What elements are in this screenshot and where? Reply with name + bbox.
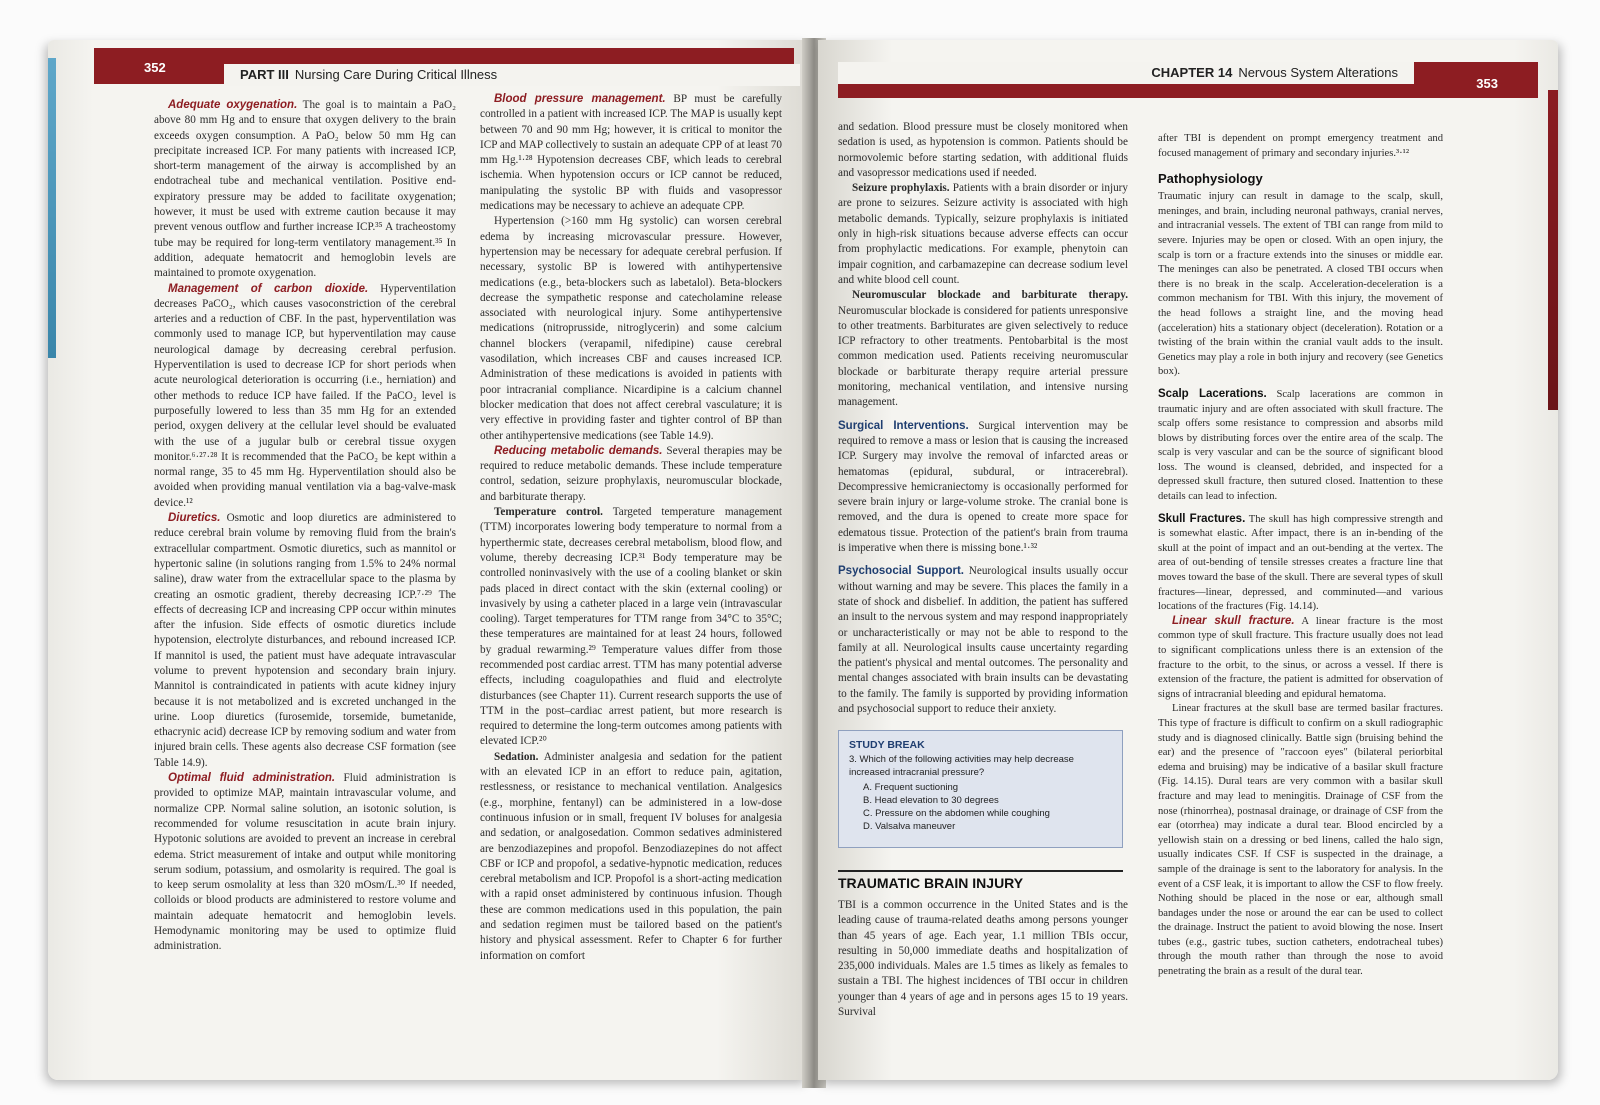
run-in-head: Temperature control. [494, 506, 603, 519]
study-break-option: B. Head elevation to 30 degrees [863, 795, 999, 806]
paragraph: A linear fracture is the most common type of skull fracture. This fracture usually does not lead to significant complications unless there is an extension of the fracture to the orbit, to the sinus, or across a vessel. If there is extension of the fracture, the patient is admitted for observation of signs of intracranial bleeding and epidural hematoma. [1158, 615, 1443, 700]
page-number: 353 [1476, 76, 1498, 91]
subhead: Reducing metabolic demands. [494, 444, 663, 457]
chapter-title-text: Nervous System Alterations [1238, 65, 1398, 80]
section-heading: Psychosocial Support. [838, 565, 964, 578]
paragraph: The skull has high compressive strength and is somewhat elastic. After impact, there is an in-bending of the skull at the point of impact and an out-bending at the vertex. The area of out-bending of tensile stresses creates a fracture line that moves toward the base of the skull. There are several types of skull fractures—linear, depressed, and comminuted—and various locations of the fractures (Fig. 14.14). [1158, 513, 1443, 613]
study-break-title: STUDY BREAK [849, 739, 925, 751]
right-running-header [838, 62, 1538, 98]
run-in-head: Neuromuscular blockade and barbiturate therapy. [852, 289, 1128, 302]
paragraph: The goal is to maintain a PaO₂ above 80 mm Hg and to ensure that oxygen delivery to the brain exceeds oxygen consumption. A PaO₂ below 50 mm Hg can precipitate increased ICP. For many patients with increased ICP, short-term management of the airway is accomplished by an endotracheal tube and mechanical ventilation. Positive end-expiratory pressure may be added to facilitate oxygenation; however, it must be used with extreme caution because it may prevent venous outflow and further increase ICP.³⁵ A tracheostomy tube may be required for long-term ventilatory management.³⁵ In addition, adequate hematocrit and hemoglobin levels are maintained to promote oxygenation. [154, 99, 456, 280]
run-in-head: Sedation. [494, 750, 539, 763]
paragraph: Linear fractures at the skull base are termed basilar fractures. This type of fracture is difficult to confirm on a skull radiographic study and is diagnosed clinically. Battle sign (bruising behind the ear) and the presence of "raccoon eyes" (bilateral periorbital edema and bruising) may be indicative of a basilar skull fracture (Fig. 14.15). Dural tears are very common with a basilar skull fracture and may lead to meningitis. Drainage of CSF from the nose (rhinorrhea), postnasal drainage, or drainage of CSF from the ear (otorrhea) may indicate a dural tear. Blood encircled by a yellowish stain on a dressing or bed linens, called the halo sign, usually indicates CSF. If CSF is suspected in the drainage, a sample of the drainage is sent to the laboratory for analysis. In the event of a CSF leak, it is important to allow the CSF to flow freely. Nothing should be placed in the nose or ear, although small bandages under the nose or around the ear can be used to collect the drainage. Instruct the patient to avoid blowing the nose. Insert tubes (e.g., gastric tubes, suction catheters, endotracheal tubes) through the mouth rather than through the nose to avoid penetrating the brain as a result of the dural tear. [1158, 703, 1443, 978]
part-label: PART III [240, 67, 289, 82]
study-break-option: A. Frequent suctioning [863, 782, 959, 793]
chapter-label: CHAPTER 14 [1151, 65, 1233, 80]
paragraph: Osmotic and loop diuretics are administered to reduce cerebral brain volume by removing fluid from the brain's extracellular compartment. Osmotic diuretics, such as mannitol or hypertonic saline (in solutions ranging from 1.5% to 24% normal saline), draw water from the extracellular space to the plasma by creating an osmotic gradient, thereby decreasing ICP.⁷·²⁹ The effects of decreasing ICP and increasing CPP occur within minutes after the infusion. Side effects of osmotic diuretics include hypotension, electrolyte disturbances, and rebound increased ICP. If mannitol is used, the patient must have adequate intravascular volume to prevent hypotension and secondary brain injury. Mannitol is contraindicated in patients with acute kidney injury because it is not metabolized and is excreted unchanged in the urine. Loop diuretics (furosemide, torsemide, bumetanide, ethacrynic acid) decrease ICP by removing sodium and water from injured brain cells. These agents also decrease CSF formation (see Table 14.9). [154, 512, 456, 769]
subhead: Linear skull fracture. [1172, 614, 1295, 627]
paragraph: Administer analgesia and sedation for the patient with an elevated ICP in an effort to reduce pain, agitation, restlessness, or resistance to mechanical ventilation. Analgesics (e.g., morphine, fentanyl) can be administered in a low-dose continuous infusion or in small, frequent IV boluses for analgesia and sedation, or analgosedation. Common sedatives administered are benzodiazepines and propofol. Benzodiazepines do not affect CBF or ICP and propofol, a sedative-hypnotic medication, reduces cerebral metabolism and ICP. Propofol is a short-acting medication with a rapid onset administered by continuous infusion. Though these are common medications used in this population, the pain and sedation regimen must be tailored based on the patient's history and physical assessment. Refer to Chapter 6 for further information on comfort [480, 750, 782, 962]
left-page [48, 40, 808, 1080]
study-break-option: C. Pressure on the abdomen while coughing [863, 808, 1050, 819]
left-column-1 [154, 98, 456, 955]
paragraph: Hypertension (>160 mm Hg systolic) can worsen cerebral edema by increasing microvascular pressure. However, hypertension may be necessary for adequate cerebral perfusion. If necessary, systolic BP is lowered with antihypertensive medications (e.g., beta-blockers such as labetalol). Beta-blockers decrease the sympathetic response and catecholamine release associated with neurological injury. Some antihypertensive medications (nitroprusside, nitroglycerin) and some calcium channel blockers (verapamil, nifedipine) cause cerebral vasodilation, which increases CBF and causes increased ICP. Administration of these medications is avoided in patients with poor intracranial compliance. Nicardipine is a calcium channel blocker medication that does not affect cerebral vasculature; it is very effective in providing faster and tighter control of BP than other antihypertensive medications (see Table 14.9). [480, 215, 782, 442]
subhead: Management of carbon dioxide. [168, 282, 369, 295]
study-break-option: D. Valsalva maneuver [863, 821, 956, 832]
paragraph: Neuromuscular blockade is considered for patients unresponsive to other treatments. Barbiturates are given selectively to reduce ICP refractory to other treatments. Pentobarbital is the most common medication used. Patients receiving neuromuscular blockade or barbiturate therapy require arterial pressure monitoring, mechanical ventilation, and intensive nursing management. [838, 304, 1128, 409]
subhead: Blood pressure management. [494, 93, 666, 105]
page-number: 352 [144, 60, 166, 75]
paragraph: Several therapies may be required to reduce metabolic demands. These include temperature control, sedation, seizure prophylaxis, neuromuscular blockade, and barbiturate therapy. [480, 444, 782, 503]
study-break-box [838, 730, 1123, 848]
part-title [224, 64, 800, 86]
paragraph: Traumatic injury can result in damage to the scalp, skull, meninges, and brain, including neuronal pathways, cranial nerves, and intracranial vessels. The extent of TBI can range from mild to severe. Injuries may be open or closed. With an open injury, the scalp is torn or a fracture extends into the sinuses or middle ear. The meninges can also be penetrated. A closed TBI occurs when there is no break in the scalp. Acceleration-deceleration is a common mechanism for TBI. With this injury, the movement of the head follows a straight line, and the moving head (acceleration) hits a stationary object (deceleration). Rotation or a twisting of the brain within the cranial vault adds to the insult. Genetics may play a role in both injury and recovery (see Genetics box). [1158, 191, 1443, 378]
right-column-2 [1158, 132, 1443, 980]
part-title-text: Nursing Care During Critical Illness [294, 67, 498, 82]
subhead: Scalp Lacerations. [1158, 387, 1267, 400]
subhead: Optimal fluid administration. [168, 772, 336, 785]
paragraph: Patients with a brain disorder or injury are prone to seizures. Seizure activity is associated with high metabolic demands. Typically, seizure prophylaxis is initiated only in high-risk situations because adverse effects can occur from prophylactic medications. For example, phenytoin can impair cognition, and carbamazepine can decrease sodium level and white blood cell count. [838, 182, 1128, 286]
paragraph: BP must be carefully controlled in a patient with increased ICP. The MAP is usually kept between 70 and 90 mm Hg; however, it is critical to monitor the ICP and MAP collectively to sustain an adequate CPP of at least 70 mm Hg.¹·²⁸ Hypotension decreases CBF, which leads to cerebral ischemia. When hypotension occurs or ICP cannot be reduced, manipulating the systolic BP with fluids and vasopressor medications may be necessary to achieve an adequate CPP. [480, 93, 782, 213]
right-page-edge-tabs [1548, 90, 1558, 410]
section-heading-pathophysiology: Pathophysiology [1158, 171, 1263, 187]
study-break-options [849, 781, 1112, 833]
right-column-1 [838, 120, 1128, 717]
paragraph: Surgical intervention may be required to remove a mass or lesion that is causing the increased ICP. Surgery may involve the removal of infarcted areas or hematomas (epidural, subdural, or intracerebral). Decompressive hemicraniectomy is occasionally performed for severe brain injury or large-volume stroke. The cranial bone is removed, and the dura is opened to create more space for edematous tissue. Protection of the patient's brain from trauma is imperative when there is missing bone.¹·³² [838, 419, 1128, 555]
paragraph: Targeted temperature management (TTM) incorporates lowering body temperature to normal from a hyperthermic state, decreases cerebral metabolism, blood flow, and volume, thereby decreasing ICP.³¹ Body temperature may be controlled noninvasively with the use of a cooling blanket or skin pads placed in direct contact with the skin (external cooling) or invasively by using a catheter placed in a large vein (intravascular cooling). Target temperatures for TTM range from 34°C to 35°C; these temperatures are maintained for at least 24 hours, followed by gradual rewarming.²⁹ Temperature values differ from those recommended post cardiac arrest. TTM has many potential adverse effects, including coagulopathies and fluid and electrolyte disturbances (see Chapter 11). Current research supports the use of TTM in the post–cardiac arrest patient, but more research is required to determine the long-term outcomes among patients with elevated ICP.²⁰ [480, 506, 782, 748]
open-book [48, 18, 1558, 1093]
paragraph: Fluid administration is provided to optimize MAP, maintain intravascular volume, and normalize CPP. Normal saline solution, an isotonic solution, is recommended for volume resuscitation in acute brain injury. Hypotonic solutions are avoided to prevent an increase in cerebral edema. Strict measurement of intake and output while monitoring serum sodium, potassium, and osmolarity is required. The goal is to keep serum osmolality at less than 320 mOsm/L.³⁰ If needed, colloids or blood products are administered to restore volume and maintain adequate hematocrit and hemoglobin levels. Hemodynamic monitoring may be used to optimize fluid administration. [154, 772, 457, 953]
paragraph: TBI is a common occurrence in the United States and is the leading cause of trauma-related deaths among persons younger than 45 years of age. Each year, 1.1 million TBIs occur, resulting in 50,000 immediate deaths and hospitalization of 235,000 individuals. Males are 1.5 times as likely as females to sustain a TBI. The highest incidences of TBI occur in children younger than 4 years of age and in persons ages 15 to 19 years. Survival [838, 899, 1128, 1019]
paragraph: Hyperventilation decreases PaCO₂, which causes vasoconstriction of the cerebral arteries and a reduction of CBF. In the past, hyperventilation was commonly used to manage ICP, but hyperventilation may cause neurological damage by decreasing cerebral perfusion. Hyperventilation is used to decrease ICP for short periods when acute neurological deterioration is occurring (i.e., herniation) and other methods to reduce ICP have failed. If the PaCO₂ level is purposefully lowered to less than 35 mm Hg for an extended period, oxygen delivery at the cellular level should be evaluated with the use of a jugular bulb or cerebral tissue oxygen monitor.⁶·²⁷·²⁸ It is recommended that the PaCO₂ be kept within a normal range, 35 to 45 mm Hg. Hyperventilation should also be avoided when providing manual ventilation via a bag-valve-mask device.¹² [154, 282, 456, 509]
tbi-intro [838, 898, 1128, 1020]
subhead: Skull Fractures. [1158, 512, 1246, 525]
left-running-header [94, 48, 794, 84]
section-heading: Surgical Interventions. [838, 419, 969, 432]
paragraph: Neurological insults usually occur without warning and may be severe. This places the family in a state of shock and disbelief. In addition, the patient has suffered an insult to the nervous system and may respond inappropriately or uncharacteristically or may not be able to respond to the family at all. Neurological insults cause uncertainty regarding the patient's physical and mental outcomes. The personality and mental changes associated with brain insults can be devastating to the family. The family is supported by providing information and psychosocial support to reduce their anxiety. [838, 565, 1128, 715]
subhead: Diuretics. [168, 512, 221, 525]
right-page [818, 40, 1558, 1080]
paragraph: and sedation. Blood pressure must be closely monitored when sedation is used, as hypotension is common. Patients should be normovolemic before starting sedation, with additional fluids and vasopressor medications used if needed. [838, 121, 1128, 179]
paragraph: after TBI is dependent on prompt emergency treatment and focused management of primary and secondary injuries.³·¹² [1158, 133, 1443, 159]
left-page-edge-tabs [48, 58, 56, 358]
study-break-question: 3. Which of the following activities may help decrease increased intracranial pressure? [849, 754, 1074, 778]
subhead: Adequate oxygenation. [168, 99, 298, 111]
left-column-2 [480, 92, 782, 964]
paragraph: Scalp lacerations are common in traumatic injury and are often associated with skull fracture. The scalp offers some resistance to compression and absorbs mild blows by distributing forces over the entire area of the scalp. The scalp is very vascular and can be the source of significant blood loss. The wound is cleansed, debrided, and inspected for a depressed skull fracture, then sutured closed. Inattention to these details can lead to infection. [1158, 388, 1443, 503]
run-in-head: Seizure prophylaxis. [852, 182, 950, 195]
chapter-title [838, 62, 1414, 84]
tbi-section-heading: TRAUMATIC BRAIN INJURY [838, 870, 1123, 894]
